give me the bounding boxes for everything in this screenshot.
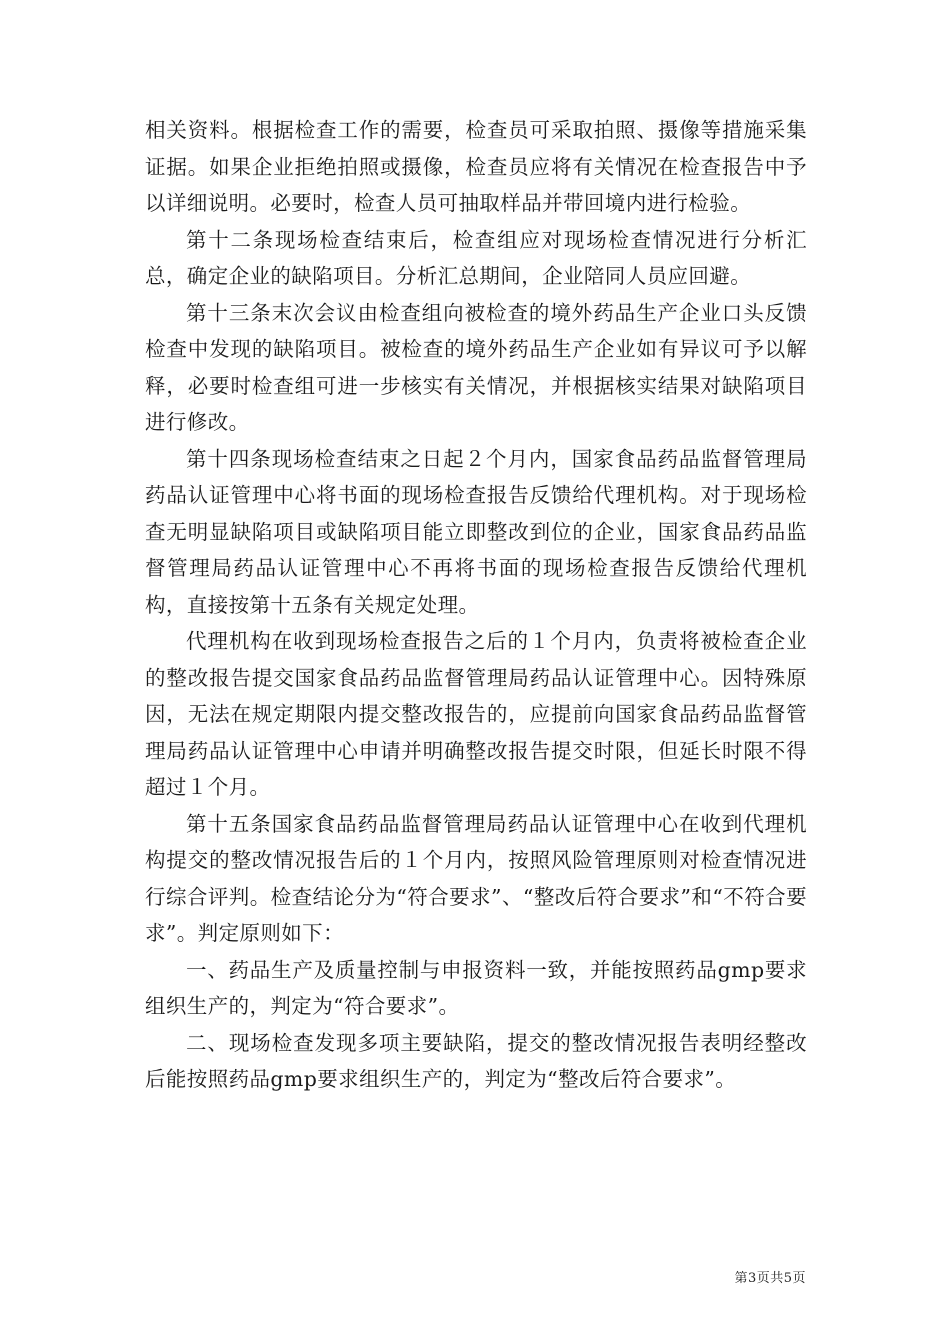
paragraph-criterion-1: 一、药品生产及质量控制与申报资料一致，并能按照药品gmp要求组织生产的，判定为“符合要求”。 — [145, 957, 807, 1018]
paragraph-article-14: 第十四条现场检查结束之日起２个月内，国家食品药品监督管理局药品认证管理中心将书面的现场检查报告反馈给代理机构。对于现场检查无明显缺陷项目或缺陷项目能立即整改到位的企业，国家食品药品监督管理局药品认证管理中心不再将书面的现场检查报告反馈给代理机构，直接按第十五条有关规定处理。 — [145, 446, 807, 617]
paragraph-article-15: 第十五条国家食品药品监督管理局药品认证管理中心在收到代理机构提交的整改情况报告后的１个月内，按照风险管理原则对检查情况进行综合评判。检查结论分为“符合要求”、“整改后符合要求”和“不符合要求”。判定原则如下： — [145, 811, 807, 945]
paragraph-1: 相关资料。根据检查工作的需要，检查员可采取拍照、摄像等措施采集证据。如果企业拒绝拍照或摄像，检查员应将有关情况在检查报告中予以详细说明。必要时，检查人员可抽取样品并带回境内进行检验。 — [145, 118, 807, 215]
paragraph-criterion-2: 二、现场检查发现多项主要缺陷，提交的整改情况报告表明经整改后能按照药品gmp要求组织生产的，判定为“整改后符合要求”。 — [145, 1030, 807, 1091]
paragraph-article-13: 第十三条末次会议由检查组向被检查的境外药品生产企业口头反馈检查中发现的缺陷项目。被检查的境外药品生产企业如有异议可予以解释，必要时检查组可进一步核实有关情况，并根据核实结果对缺陷项目进行修改。 — [145, 300, 807, 434]
paragraph-agency-rectification: 代理机构在收到现场检查报告之后的１个月内，负责将被检查企业的整改报告提交国家食品药品监督管理局药品认证管理中心。因特殊原因，无法在规定期限内提交整改报告的，应提前向国家食品药品监督管理局药品认证管理中心申请并明确整改报告提交时限，但延长时限不得超过１个月。 — [145, 629, 807, 799]
paragraph-article-12: 第十二条现场检查结束后，检查组应对现场检查情况进行分析汇总，确定企业的缺陷项目。分析汇总期间，企业陪同人员应回避。 — [145, 227, 807, 288]
page-number: 第3页共5页 — [734, 1271, 806, 1286]
document-body — [145, 112, 807, 1098]
